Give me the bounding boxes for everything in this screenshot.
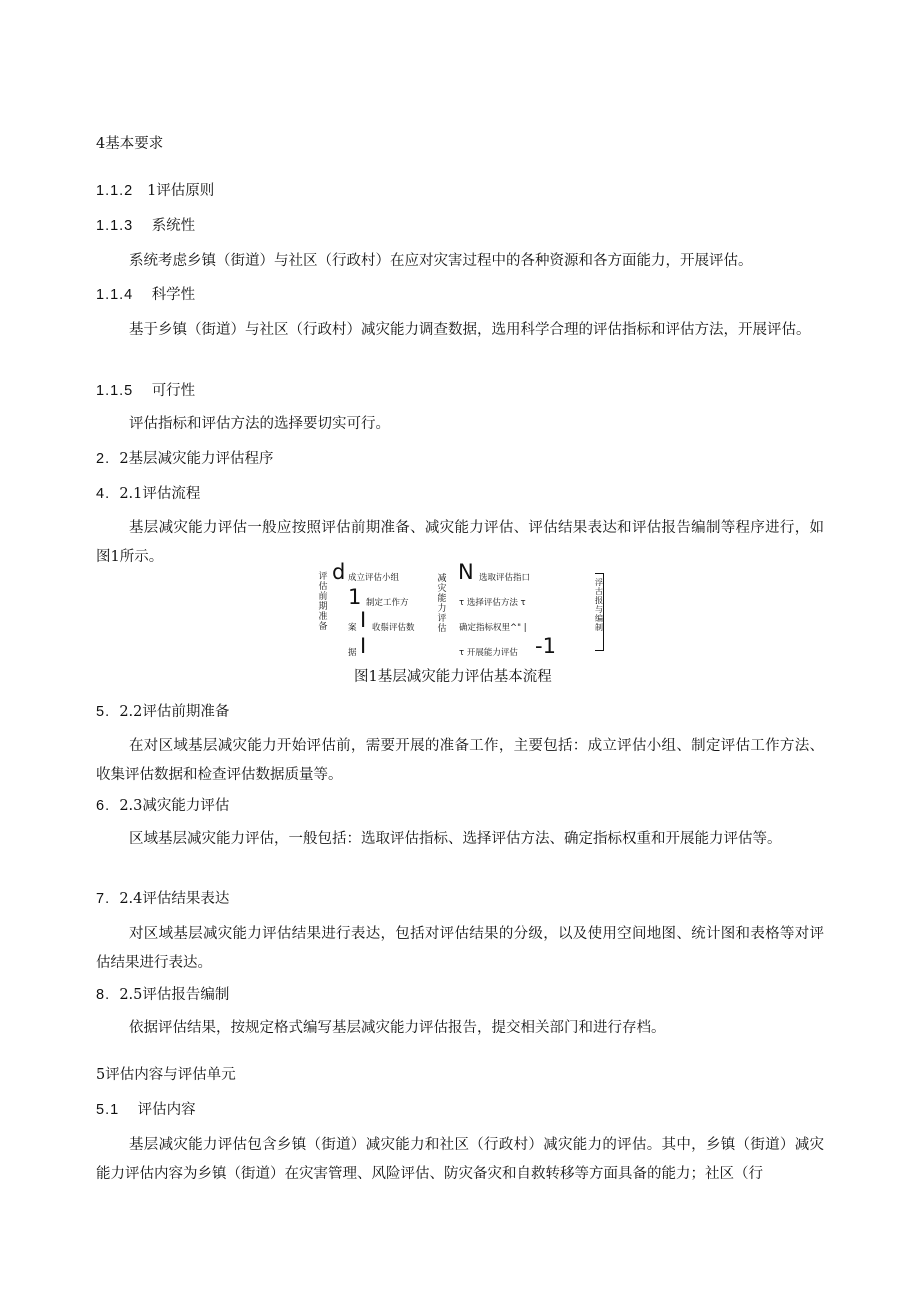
paragraph-results: 对区域基层减灾能力评估结果进行表达，包括对评估结果的分级，以及使用空间地图、统计图和表格等对评估结果进行表达。 — [96, 926, 824, 971]
flow-figure — [310, 560, 610, 660]
figure-glyph: N — [458, 560, 474, 584]
label-preparation: 评估前期准备 — [318, 572, 328, 632]
box-work-plan: 制定工作方 — [366, 598, 409, 608]
figure-glyph: I — [360, 608, 367, 632]
heading-report: 8. 2.5评估报告编制 — [96, 987, 230, 1003]
heading-procedure: 2. 2基层减灾能力评估程序 — [96, 451, 274, 467]
box-form-team: 成立评估小组 — [348, 573, 400, 583]
figure-glyph: I — [360, 634, 367, 658]
heading-process-flow: 4. 2.1评估流程 — [96, 486, 201, 502]
paragraph-assessment: 区域基层减灾能力评估，一般包括：选取评估指标、选择评估方法、确定指标权重和开展能力评估等。 — [129, 831, 782, 847]
heading-assessment: 6. 2.3减灾能力评估 — [96, 798, 230, 814]
heading-systematic: 1.1.3 系统性 — [96, 218, 196, 234]
heading-results: 7. 2.4评估结果表达 — [96, 891, 230, 907]
figure-glyph: d — [332, 560, 346, 584]
figure-caption: 图1基层减灾能力评估基本流程 — [354, 669, 552, 685]
label-assessment: 减灾能力评估 — [437, 574, 447, 634]
box-conduct-assessment: τ 开展能力评估 — [459, 648, 518, 658]
figure-glyph: 1 — [348, 585, 362, 609]
paragraph-process-flow: 基层减灾能力评估一般应按照评估前期准备、减灾能力评估、评估结果表达和评估报告编制等程序进行，如图1所示。 — [96, 520, 824, 565]
box-select-method: τ 选择评估方法 τ — [459, 598, 526, 608]
box-determine-weights: 确定指标权里^" | — [459, 623, 527, 633]
heading-scientific: 1.1.4 科学性 — [96, 287, 196, 303]
heading-content: 5.1 评估内容 — [96, 1102, 196, 1118]
figure-glyph: -1 — [535, 634, 556, 658]
box-select-indicators: 选取评估指口 — [479, 573, 531, 583]
label-report: 浮古报与编制 — [595, 578, 603, 632]
heading-preparation: 5. 2.2评估前期准备 — [96, 704, 230, 720]
box-collect-data: 收鬃评估数 — [372, 623, 415, 633]
box-work-plan-cont: 案 — [348, 623, 357, 633]
paragraph-content: 基层减灾能力评估包含乡镇（街道）减灾能力和社区（行政村）减灾能力的评估。其中，乡镇（街道）减灾能力评估内容为乡镇（街道）在灾害管理、风险评估、防灾备灾和自救转移等方面具备的能力；社区（行 — [96, 1137, 824, 1182]
heading-evaluation-principles: 1.1.2 1评估原则 — [96, 183, 215, 199]
paragraph-feasibility: 评估指标和评估方法的选择要切实可行。 — [129, 416, 390, 432]
heading-content-units: 5评估内容与评估单元 — [96, 1067, 236, 1083]
heading-basic-requirements: 4基本要求 — [96, 136, 164, 152]
paragraph-scientific: 基于乡镇（街道）与社区（行政村）减灾能力调查数据，选用科学合理的评估指标和评估方法，开展评估。 — [129, 322, 811, 338]
paragraph-systematic: 系统考虑乡镇（街道）与社区（行政村）在应对灾害过程中的各种资源和各方面能力，开展评估。 — [129, 253, 753, 269]
box-collect-data-cont: 据 — [348, 648, 357, 658]
paragraph-preparation: 在对区域基层减灾能力开始评估前，需要开展的准备工作，主要包括：成立评估小组、制定评估工作方法、收集评估数据和检查评估数据质量等。 — [96, 738, 824, 783]
paragraph-report: 依据评估结果，按规定格式编写基层减灾能力评估报告，提交相关部门和进行存档。 — [129, 1020, 666, 1036]
heading-feasibility: 1.1.5 可行性 — [96, 383, 196, 399]
